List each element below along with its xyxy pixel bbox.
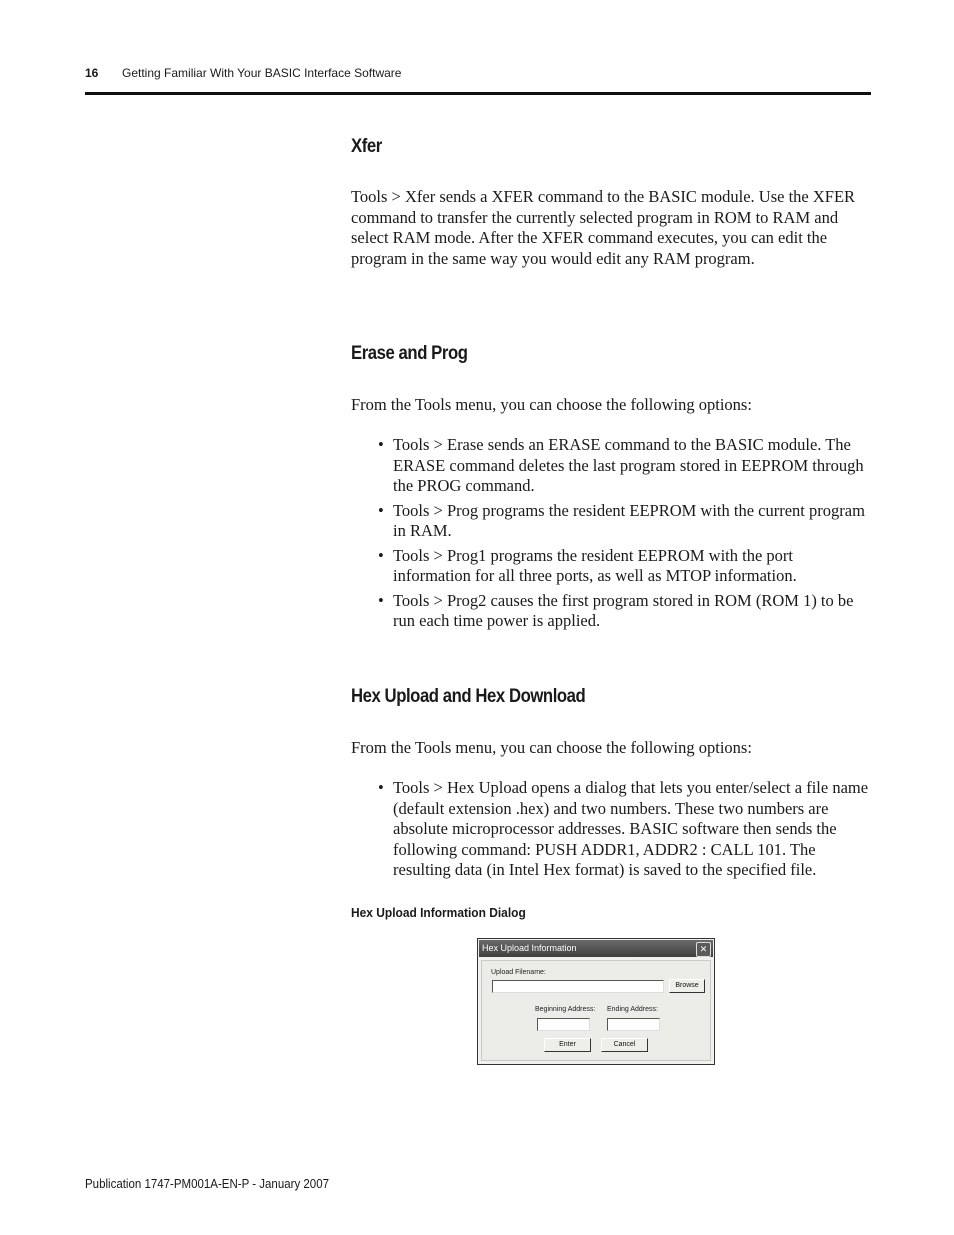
dialog-titlebar[interactable]	[479, 940, 713, 957]
browse-button[interactable]: Browse	[669, 979, 705, 993]
enter-button[interactable]: Enter	[544, 1038, 591, 1052]
list-item: • Tools > Erase sends an ERASE command to the BASIC module. The ERASE command deletes the last program stored in EEPROM through the PROG command.	[378, 435, 870, 497]
beginning-address-label: Beginning Address:	[535, 1006, 596, 1013]
list-item: • Tools > Prog2 causes the first program stored in ROM (ROM 1) to be run each time power is applied.	[378, 591, 870, 632]
list-item: • Tools > Prog programs the resident EEPROM with the current program in RAM.	[378, 501, 870, 542]
page-header	[85, 66, 871, 95]
beginning-address-input[interactable]	[537, 1018, 590, 1031]
heading-hex: Hex Upload and Hex Download	[351, 686, 586, 707]
hex-list	[378, 778, 870, 885]
heading-erase-prog: Erase and Prog	[351, 343, 468, 364]
ending-address-input[interactable]	[607, 1018, 660, 1031]
heading-xfer: Xfer	[351, 136, 382, 157]
dialog-body	[481, 960, 711, 1061]
ending-address-label: Ending Address:	[607, 1006, 658, 1013]
paragraph-xfer: Tools > Xfer sends a XFER command to the BASIC module. Use the XFER command to transfer the currently selected program in ROM to RAM and select RAM mode. After the XFER command executes, you can edit the program in the same way you would edit any RAM program.	[351, 187, 856, 268]
erase-prog-list	[378, 435, 870, 636]
page-number: 16	[85, 66, 99, 80]
dialog-title: Hex Upload Information	[482, 943, 577, 953]
cancel-button[interactable]: Cancel	[601, 1038, 648, 1052]
close-icon[interactable]: ✕	[696, 942, 711, 957]
list-item: • Tools > Hex Upload opens a dialog that lets you enter/select a file name (default extension .hex) and two numbers. These two numbers are absolute microprocessor addresses. BASIC software then sends the following command: PUSH ADDR1, ADDR2 : CALL 101. The resulting data (in Intel Hex format) is saved to the specified file.	[378, 778, 870, 881]
list-item: • Tools > Prog1 programs the resident EEPROM with the port information for all three ports, as well as MTOP information.	[378, 546, 870, 587]
running-title: Getting Familiar With Your BASIC Interface Software	[122, 66, 402, 80]
hex-upload-dialog	[477, 938, 715, 1065]
paragraph-erase-prog-intro: From the Tools menu, you can choose the following options:	[351, 395, 752, 414]
upload-filename-label: Upload Filename:	[491, 969, 546, 976]
figure-caption: Hex Upload Information Dialog	[351, 905, 526, 920]
paragraph-hex-intro: From the Tools menu, you can choose the following options:	[351, 738, 752, 757]
page-footer: Publication 1747-PM001A-EN-P - January 2007	[85, 1177, 329, 1191]
upload-filename-input[interactable]	[492, 980, 664, 993]
